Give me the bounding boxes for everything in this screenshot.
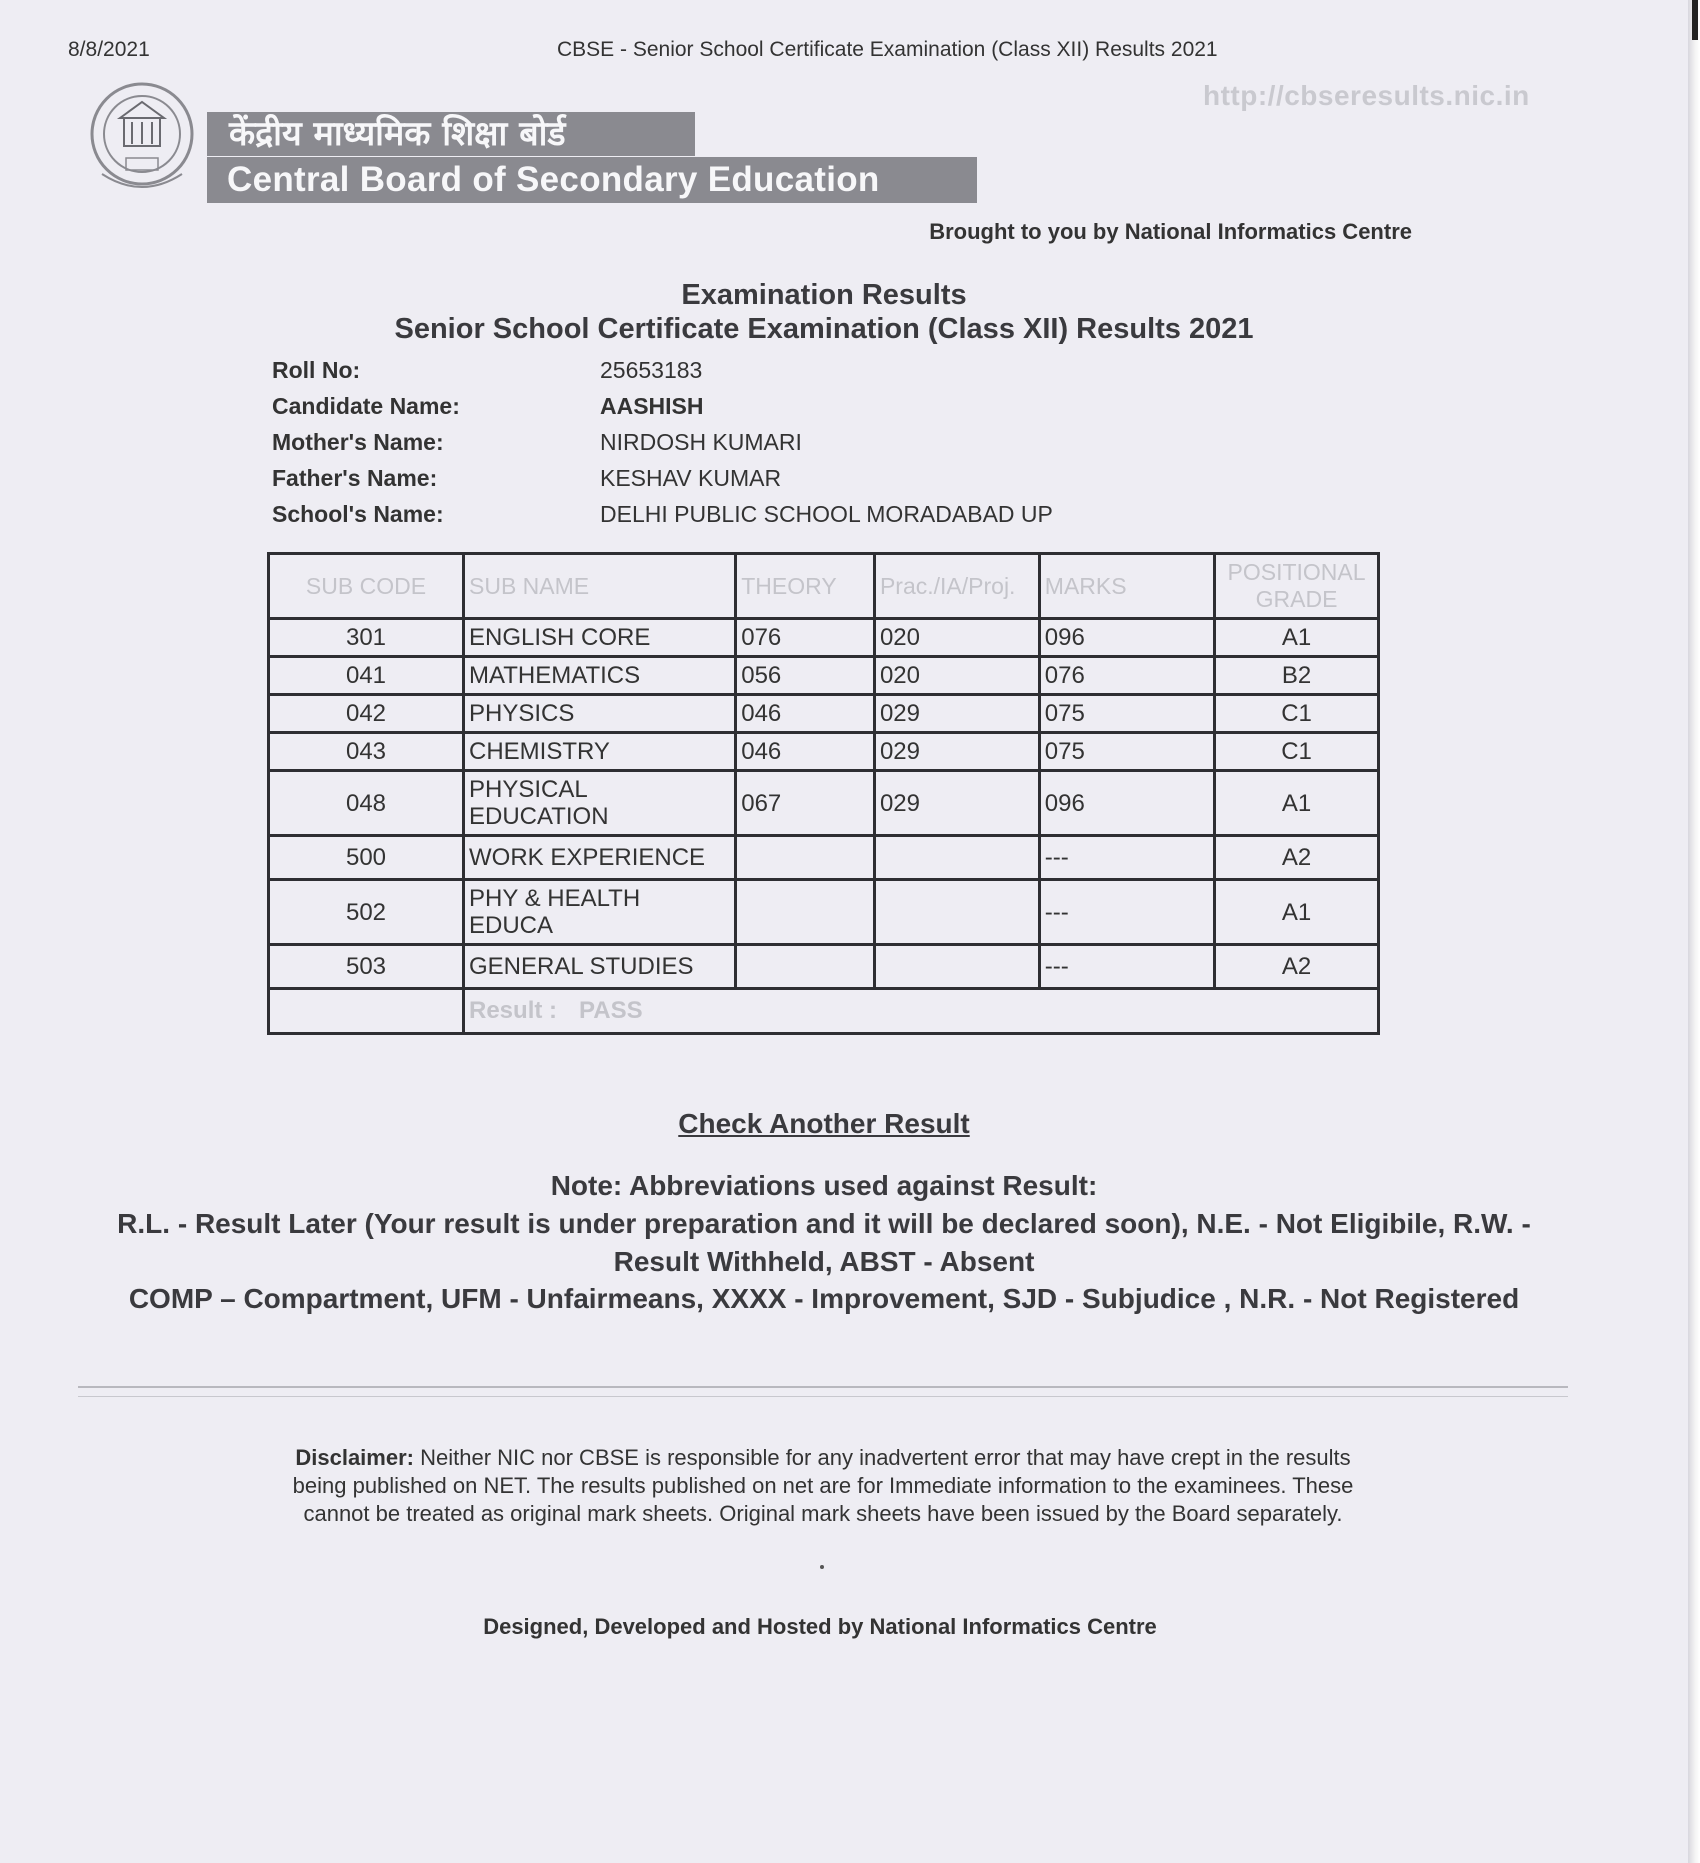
header-theory: THEORY [736, 554, 875, 619]
disclaimer-text: Neither NIC nor CBSE is responsible for any inadvertent error that may have crept in the results being published on NET. The results published on net are for Immediate information to the examinees. These cannot be treated as original mark sheets. Original mark sheets have been issued by the Board separately. [292, 1445, 1354, 1526]
print-title: CBSE - Senior School Certificate Examination (Class XII) Results 2021 [557, 38, 1218, 61]
grade: A1 [1215, 880, 1379, 945]
sub-code: 041 [269, 657, 464, 695]
total-marks: --- [1039, 836, 1214, 880]
total-marks: 075 [1039, 733, 1214, 771]
header-practical: Prac./IA/Proj. [874, 554, 1039, 619]
sub-name-line1: PHYSICAL [469, 776, 588, 803]
candidate-name-label: Candidate Name: [272, 393, 460, 419]
disclaimer-label: Disclaimer: [295, 1445, 414, 1470]
notes-title: Note: Abbreviations used against Result: [550, 1170, 1098, 1201]
sub-name: MATHEMATICS [464, 657, 736, 695]
sub-name: CHEMISTRY [464, 733, 736, 771]
board-name-english: Central Board of Secondary Education [207, 157, 977, 203]
divider [78, 1396, 1568, 1397]
sub-name-line2: EDUCATION [469, 803, 609, 830]
table-row [269, 945, 1379, 989]
sub-code: 301 [269, 619, 464, 657]
header-grade-line1: POSITIONAL [1227, 559, 1366, 585]
practical-marks [874, 836, 1039, 880]
grade: C1 [1215, 733, 1379, 771]
grade: A2 [1215, 836, 1379, 880]
table-row [269, 733, 1379, 771]
sub-name: GENERAL STUDIES [464, 945, 736, 989]
header-grade-line2: GRADE [1255, 586, 1338, 612]
page-title: Examination Results [681, 279, 967, 311]
table-row [269, 657, 1379, 695]
practical-marks [874, 945, 1039, 989]
grade: A2 [1215, 945, 1379, 989]
dot-mark [820, 1565, 824, 1569]
total-marks: 096 [1039, 619, 1214, 657]
board-name-hindi: केंद्रीय माध्यमिक शिक्षा बोर्ड [207, 112, 695, 156]
theory-marks: 076 [736, 619, 875, 657]
candidate-name-value: AASHISH [600, 393, 704, 419]
theory-marks [736, 880, 875, 945]
candidate-info [272, 352, 1053, 532]
edge-mark [1692, 0, 1698, 40]
sub-name: PHYSICS [464, 695, 736, 733]
sub-code: 502 [269, 880, 464, 945]
school-name-label: School's Name: [272, 501, 444, 527]
sub-code: 503 [269, 945, 464, 989]
total-marks: --- [1039, 945, 1214, 989]
result-row [269, 989, 1379, 1034]
mother-name-label: Mother's Name: [272, 429, 444, 455]
header-grade [1215, 554, 1379, 619]
practical-marks [874, 880, 1039, 945]
results-table [267, 552, 1380, 1035]
disclaimer [268, 1444, 1378, 1528]
cbse-emblem-icon [86, 78, 198, 202]
practical-marks: 029 [874, 733, 1039, 771]
result-cell [464, 989, 1379, 1034]
sub-name-line2: EDUCA [469, 912, 554, 939]
sub-code: 043 [269, 733, 464, 771]
info-row-mother [272, 424, 1053, 460]
table-row [269, 619, 1379, 657]
roll-label: Roll No: [272, 357, 361, 383]
father-name-label: Father's Name: [272, 465, 438, 491]
table-row [269, 836, 1379, 880]
sub-name: WORK EXPERIENCE [464, 836, 736, 880]
page-subtitle: Senior School Certificate Examination (Class XII) Results 2021 [394, 313, 1254, 345]
theory-marks [736, 836, 875, 880]
grade: B2 [1215, 657, 1379, 695]
header-sub-name: SUB NAME [464, 554, 736, 619]
sub-code: 048 [269, 771, 464, 836]
info-row-roll [272, 352, 1053, 388]
info-row-father [272, 460, 1053, 496]
practical-marks: 020 [874, 657, 1039, 695]
father-name-value: KESHAV KUMAR [600, 465, 782, 491]
sub-code: 042 [269, 695, 464, 733]
theory-marks [736, 945, 875, 989]
notes-line2: COMP – Compartment, UFM - Unfairmeans, XXXX - Improvement, SJD - Subjudice , N.R. - Not Registered [128, 1283, 1520, 1314]
sub-name [464, 771, 736, 836]
practical-marks: 020 [874, 619, 1039, 657]
roll-value: 25653183 [600, 357, 703, 383]
result-empty-cell [269, 989, 464, 1034]
sub-name: ENGLISH CORE [464, 619, 736, 657]
header-sub-code: SUB CODE [269, 554, 464, 619]
total-marks: 096 [1039, 771, 1214, 836]
grade: A1 [1215, 771, 1379, 836]
grade: C1 [1215, 695, 1379, 733]
footer-credit: Designed, Developed and Hosted by National Informatics Centre [483, 1614, 1157, 1639]
print-url[interactable]: http://cbseresults.nic.in [1203, 80, 1530, 111]
info-row-name [272, 388, 1053, 424]
theory-marks: 046 [736, 695, 875, 733]
practical-marks: 029 [874, 771, 1039, 836]
total-marks: 076 [1039, 657, 1214, 695]
page-edge [1688, 0, 1700, 1863]
sub-name [464, 880, 736, 945]
print-date: 8/8/2021 [68, 38, 150, 61]
table-row [269, 771, 1379, 836]
school-name-value: DELHI PUBLIC SCHOOL MORADABAD UP [600, 501, 1053, 527]
divider [78, 1386, 1568, 1388]
result-value: PASS [579, 997, 643, 1024]
info-row-school [272, 496, 1053, 532]
table-header-row [269, 554, 1379, 619]
sub-name-line1: PHY & HEALTH [469, 885, 641, 912]
table-row [269, 880, 1379, 945]
check-another-result-link[interactable]: Check Another Result [678, 1108, 970, 1139]
notes-line1: R.L. - Result Later (Your result is under preparation and it will be declared soon), N.E. - Not Eligibile, R.W. - Result Withheld, ABST - Absent [117, 1208, 1531, 1277]
theory-marks: 056 [736, 657, 875, 695]
brought-by: Brought to you by National Informatics Centre [929, 219, 1412, 244]
table-row [269, 695, 1379, 733]
theory-marks: 067 [736, 771, 875, 836]
header-marks: MARKS [1039, 554, 1214, 619]
total-marks: --- [1039, 880, 1214, 945]
result-label: Result : [469, 997, 558, 1024]
mother-name-value: NIRDOSH KUMARI [600, 429, 802, 455]
theory-marks: 046 [736, 733, 875, 771]
total-marks: 075 [1039, 695, 1214, 733]
sub-code: 500 [269, 836, 464, 880]
grade: A1 [1215, 619, 1379, 657]
practical-marks: 029 [874, 695, 1039, 733]
